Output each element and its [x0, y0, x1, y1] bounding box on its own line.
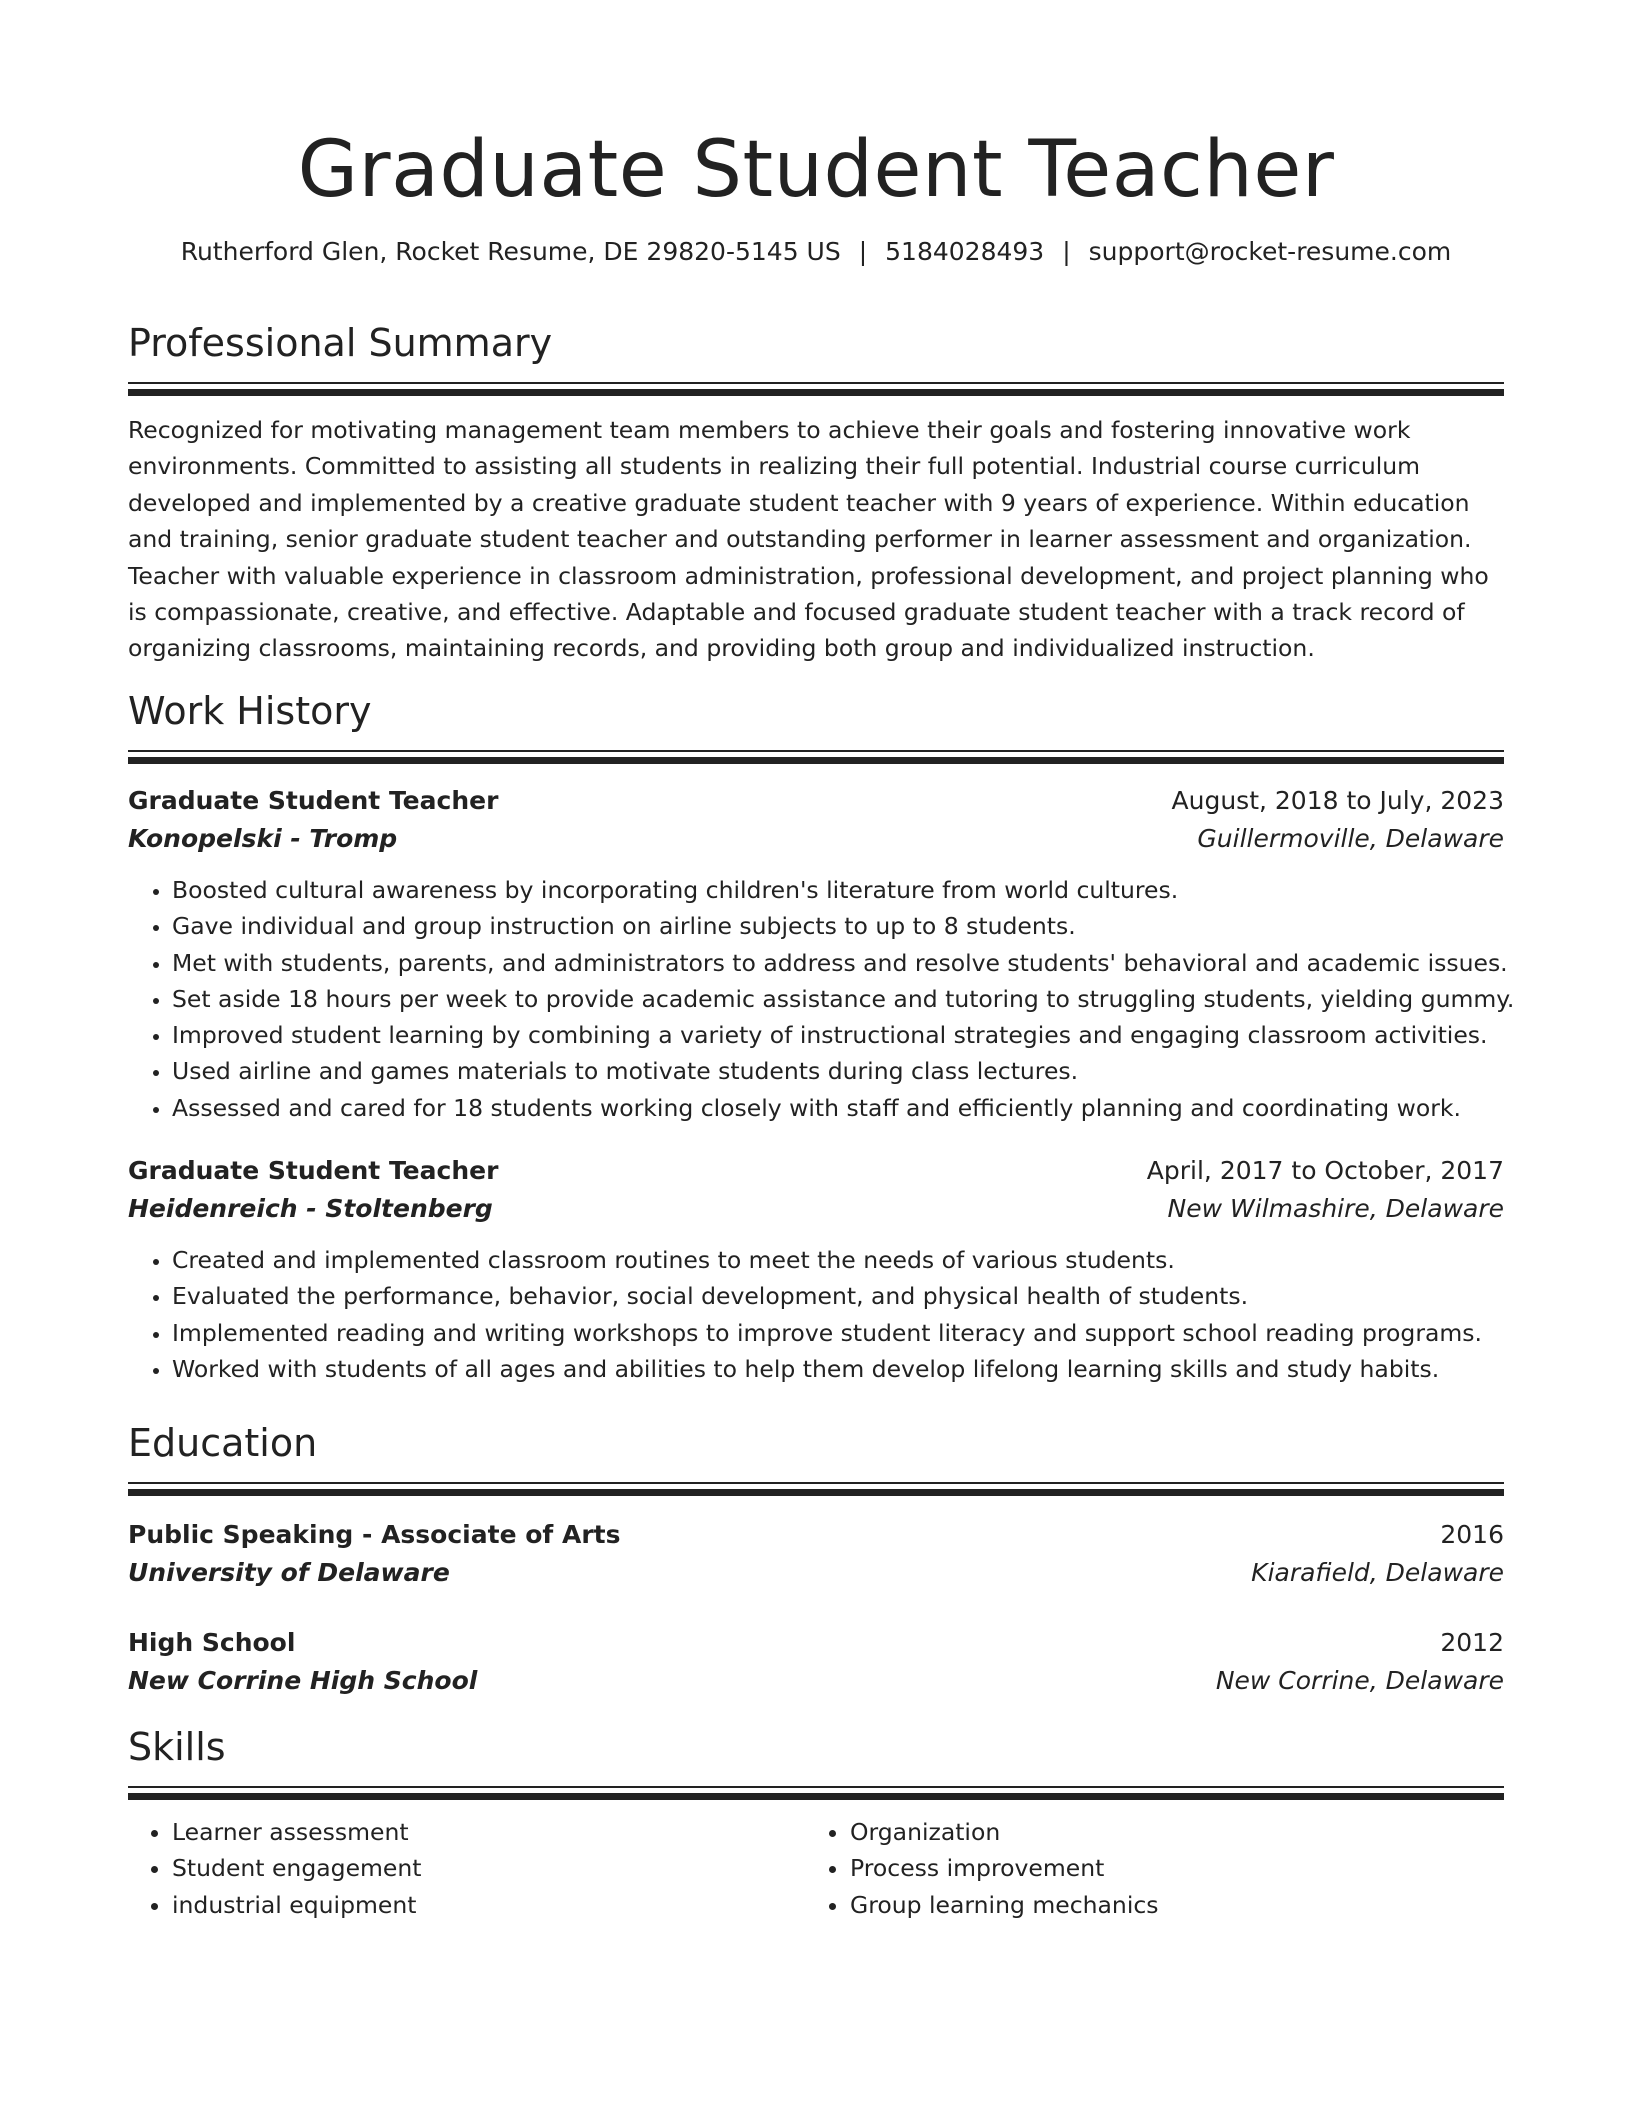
job-header — [128, 782, 1504, 820]
list-item: • Met with students, parents, and administrators to address and resolve students' behavioral and academic issues. — [172, 945, 1504, 981]
section-title-work-history: Work History — [128, 689, 372, 733]
list-item: • Used airline and games materials to motivate students during class lectures. — [172, 1053, 1504, 1089]
section-title-summary: Professional Summary — [128, 321, 553, 365]
education-degree: Public Speaking - Associate of Arts — [128, 1520, 621, 1549]
job-title: Graduate Student Teacher — [128, 1156, 499, 1186]
section-title-skills: Skills — [128, 1725, 226, 1769]
contact-phone: 5184028493 — [885, 237, 1045, 266]
list-item: • Boosted cultural awareness by incorporating children's literature from world cultures. — [172, 872, 1504, 908]
list-item: • Worked with students of all ages and abilities to help them develop lifelong learning skills and study habits. — [172, 1351, 1504, 1387]
education-year: 2016 — [1440, 1520, 1504, 1549]
skill-item: • Organization — [850, 1814, 1500, 1850]
candidate-name: Graduate Student Teacher — [297, 125, 1335, 215]
contact-address: Rutherford Glen, Rocket Resume, DE 29820-5145 US — [180, 237, 841, 266]
education-header — [128, 1624, 1504, 1662]
skill-item: • industrial equipment — [172, 1887, 806, 1923]
skill-item: • Process improvement — [850, 1850, 1500, 1886]
list-item: • Improved student learning by combining a variety of instructional strategies and engaging classroom activities. — [172, 1017, 1504, 1053]
education-school: New Corrine High School — [128, 1666, 478, 1695]
contact-email: support@rocket-resume.com — [1088, 237, 1452, 266]
education-year: 2012 — [1440, 1628, 1504, 1657]
job-subheader — [128, 820, 1504, 858]
list-item: • Implemented reading and writing workshops to improve student literacy and support school reading programs. — [172, 1315, 1504, 1351]
skill-item: • Learner assessment — [172, 1814, 806, 1850]
education-school: University of Delaware — [128, 1558, 450, 1587]
skills-columns — [128, 1814, 1504, 1923]
list-item: • Gave individual and group instruction on airline subjects to up to 8 students. — [172, 908, 1504, 944]
job-location: Guillermoville, Delaware — [1197, 824, 1504, 853]
contact-separator: | — [1062, 237, 1071, 266]
section-divider — [128, 1786, 1504, 1800]
job-dates: April, 2017 to October, 2017 — [1146, 1156, 1504, 1186]
job-company: Heidenreich - Stoltenberg — [128, 1194, 493, 1224]
education-header — [128, 1516, 1504, 1554]
job-dates: August, 2018 to July, 2023 — [1171, 786, 1504, 815]
job-header — [128, 1152, 1504, 1190]
education-section — [128, 1418, 1504, 1700]
job-subheader — [128, 1190, 1504, 1228]
list-item: • Set aside 18 hours per week to provide academic assistance and tutoring to struggling students, yielding gummy. — [172, 981, 1504, 1017]
contact-line — [128, 234, 1504, 270]
resume-page — [128, 0, 1515, 1919]
job-location: New Wilmashire, Delaware — [1167, 1194, 1504, 1224]
skill-item: • Group learning mechanics — [850, 1887, 1500, 1923]
summary-text: Recognized for motivating management team members to achieve their goals and fostering innovative work environments. Committed to assisting all students in realizing their full potential. Industrial course curriculum developed and implemented by a creative graduate student teacher with 9 years of experience. Within education and training, senior graduate student teacher and outstanding performer in learner assessment and organization. Teacher with valuable experience in classroom administration, professional development, and project planning who is compassionate, creative, and effective. Adaptable and focused graduate student teacher with a track record of organizing classrooms, maintaining records, and providing both group and individualized instruction. — [128, 416, 1489, 663]
summary-section — [128, 318, 1504, 667]
section-divider — [128, 750, 1504, 764]
section-divider — [128, 1482, 1504, 1496]
education-degree: High School — [128, 1628, 296, 1657]
skill-item: • Student engagement — [172, 1850, 806, 1886]
contact-separator: | — [858, 237, 868, 266]
job-entry — [128, 1152, 1504, 1387]
list-item: • Assessed and cared for 18 students working closely with staff and efficiently planning and coordinating work. — [172, 1090, 1504, 1126]
education-subheader — [128, 1554, 1504, 1592]
education-location: New Corrine, Delaware — [1215, 1666, 1504, 1695]
skills-list-left — [128, 1814, 806, 1923]
work-history-section — [128, 686, 1515, 1387]
job-bullets — [128, 872, 1515, 1126]
job-bullets — [128, 1242, 1504, 1387]
section-divider — [128, 382, 1504, 396]
skills-section — [128, 1722, 1504, 1923]
skills-list-right — [806, 1814, 1500, 1923]
education-location: Kiarafield, Delaware — [1251, 1558, 1504, 1587]
education-entry — [128, 1624, 1504, 1700]
section-title-education: Education — [128, 1421, 318, 1465]
job-company: Konopelski - Tromp — [128, 824, 398, 853]
job-entry — [128, 782, 1515, 1126]
education-entry — [128, 1516, 1504, 1592]
job-title: Graduate Student Teacher — [128, 786, 499, 815]
list-item: • Created and implemented classroom routines to meet the needs of various students. — [172, 1242, 1504, 1278]
education-subheader — [128, 1662, 1504, 1700]
list-item: • Evaluated the performance, behavior, social development, and physical health of students. — [172, 1278, 1504, 1314]
